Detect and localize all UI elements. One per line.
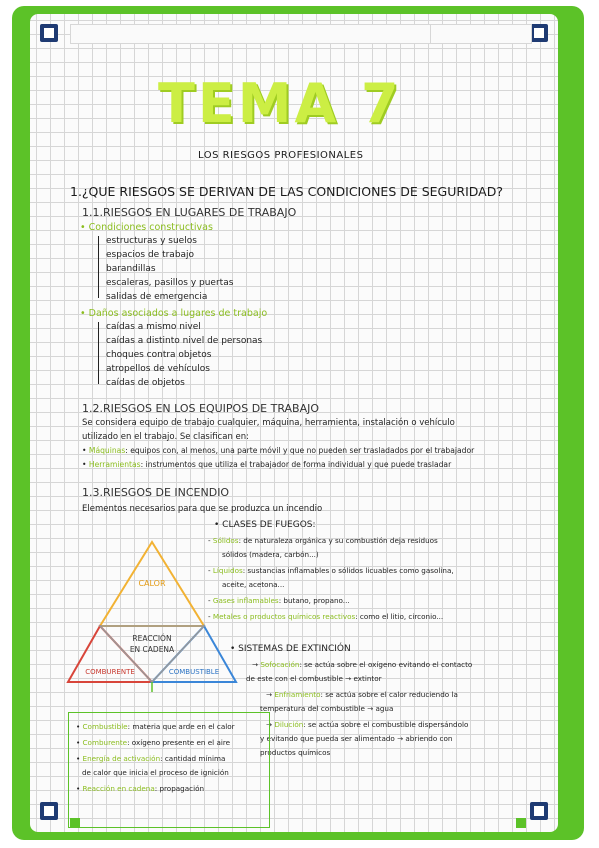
definition-line: • Energía de activación: cantidad mínima: [76, 754, 226, 763]
calor-label: CALOR: [138, 579, 166, 588]
corner-mark-icon: [530, 24, 548, 42]
extinction-line: productos químicos: [260, 748, 331, 757]
extinction-line: de este con el combustible → extintor: [246, 674, 382, 683]
definition-line: • Combustible: materia que arde en el calor: [76, 722, 235, 731]
green-marker: [516, 818, 526, 828]
extinction-line: temperatura del combustible → agua: [260, 704, 394, 713]
page-title: TEMA 7: [158, 72, 402, 135]
fire-class-line: sólidos (madera, carbón...): [222, 550, 319, 559]
extinction-line: → Dilución: se actúa sobre el combustible dispersándolo: [266, 720, 469, 729]
definition-line: de calor que inicia el proceso de ignición: [82, 768, 229, 777]
corner-mark-icon: [40, 24, 58, 42]
extinction-line: → Enfriamiento: se actúa sobre el calor reduciendo la: [266, 690, 458, 699]
extinction-line: y evitando que pueda ser alimentado → abriendo con: [260, 734, 453, 743]
group-label: • Daños asociados a lugares de trabajo: [80, 308, 268, 319]
page-subtitle: LOS RIESGOS PROFESIONALES: [198, 150, 364, 161]
list-item: caídas a mismo nivel: [106, 322, 201, 332]
bracket: [98, 236, 99, 298]
corner-mark-icon: [530, 802, 548, 820]
fire-class-line: aceite, acetona...: [222, 580, 285, 589]
list-item: caídas a distinto nivel de personas: [106, 336, 263, 346]
section-heading: 1.2.RIESGOS EN LOS EQUIPOS DE TRABAJO: [82, 402, 320, 415]
definition-tools: • Herramientas: instrumentos que utiliza el trabajador de forma individual y que puede trasladar: [82, 460, 452, 469]
reaccion-label-line1: REACCIÓN: [132, 634, 172, 643]
paragraph-line: utilizado en el trabajo. Se clasifican en:: [82, 432, 250, 442]
green-marker: [70, 818, 80, 828]
classes-heading: • CLASES DE FUEGOS:: [214, 520, 316, 530]
reaccion-label-line2: EN CADENA: [129, 645, 175, 654]
definition-machines: • Máquinas: equipos con, al menos, una parte móvil y que no pueden ser trasladados por el trabajador: [82, 446, 475, 455]
extinction-heading: • SISTEMAS DE EXTINCIÓN: [230, 644, 351, 654]
question-heading: 1.¿QUE RIESGOS SE DERIVAN DE LAS CONDICIONES DE SEGURIDAD?: [70, 184, 503, 199]
list-item: choques contra objetos: [106, 350, 212, 360]
header-bar-right: [430, 24, 532, 44]
header-bar: [70, 24, 468, 44]
list-item: salidas de emergencia: [106, 292, 208, 302]
list-item: barandillas: [106, 264, 156, 274]
section-heading: 1.1.RIESGOS EN LUGARES DE TRABAJO: [82, 206, 297, 219]
fire-class-line: - Gases inflamables: butano, propano...: [208, 596, 350, 605]
extinction-line: → Sofocación: se actúa sobre el oxígeno evitando el contacto: [252, 660, 473, 669]
list-item: escaleras, pasillos y puertas: [106, 278, 234, 288]
combustible-label: COMBUSTIBLE: [168, 668, 220, 676]
fire-class-line: - Metales o productos químicos reactivos: como el litio, circonio...: [208, 612, 444, 621]
fire-class-line: - Sólidos: de naturaleza orgánica y su combustión deja residuos: [208, 536, 438, 545]
paragraph-line: Se considera equipo de trabajo cualquier, máquina, herramienta, instalación o vehículo: [82, 418, 455, 428]
fire-class-line: - Líquidos: sustancias inflamables o sólidos licuables como gasolina,: [208, 566, 454, 575]
comburente-label: COMBURENTE: [85, 668, 135, 676]
section-heading: 1.3.RIESGOS DE INCENDIO: [82, 486, 230, 499]
list-item: atropellos de vehículos: [106, 364, 210, 374]
notebook-page: [30, 14, 558, 832]
definition-line: • Reacción en cadena: propagación: [76, 784, 205, 793]
paragraph-line: Elementos necesarios para que se produzca un incendio: [82, 504, 323, 514]
definition-line: • Comburente: oxígeno presente en el aire: [76, 738, 231, 747]
group-label: • Condiciones constructivas: [80, 222, 213, 233]
list-item: estructuras y suelos: [106, 236, 197, 246]
list-item: espacios de trabajo: [106, 250, 195, 260]
corner-mark-icon: [40, 802, 58, 820]
list-item: caídas de objetos: [106, 378, 185, 388]
bracket: [98, 322, 99, 384]
